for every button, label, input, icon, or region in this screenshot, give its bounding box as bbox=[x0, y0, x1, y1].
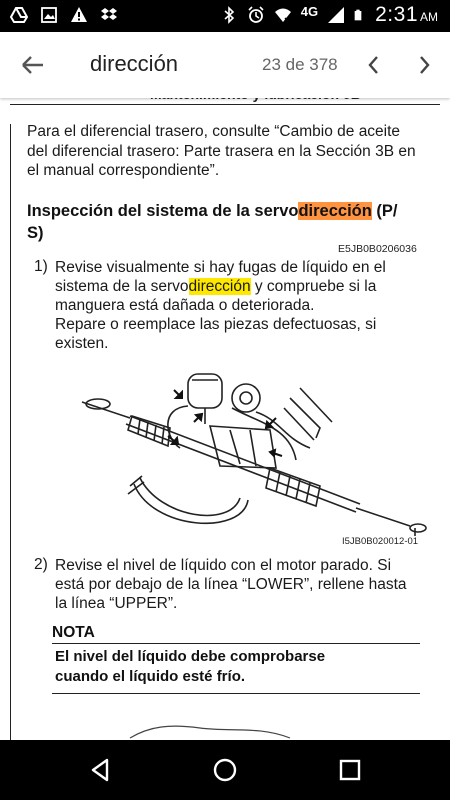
home-circle-icon[interactable] bbox=[210, 755, 240, 785]
step-line: Revise el nivel de líquido con el motor parado. Si bbox=[55, 557, 392, 574]
back-arrow-icon[interactable] bbox=[18, 50, 48, 80]
signal-icon bbox=[327, 6, 345, 24]
step-number: 2) bbox=[34, 556, 48, 573]
bluetooth-icon bbox=[220, 6, 238, 24]
clock: 2:31 bbox=[375, 3, 418, 26]
step-line bbox=[55, 277, 376, 297]
step-text: y compruebe si la bbox=[250, 278, 377, 295]
note-rule-top bbox=[52, 643, 420, 644]
heading-text: (P/ bbox=[371, 202, 398, 220]
find-in-document-bar bbox=[0, 32, 450, 98]
step-line: la línea “UPPER”. bbox=[55, 595, 178, 612]
step-line: está por debajo de la línea “LOWER”, rellene hasta bbox=[55, 576, 407, 593]
section-code: E5JB0B0206036 bbox=[338, 243, 417, 255]
note-rule-bottom bbox=[52, 693, 420, 694]
step-text: sistema de la servo bbox=[55, 278, 189, 295]
search-match: dirección bbox=[188, 278, 251, 295]
photo-icon bbox=[40, 6, 58, 24]
recents-square-icon[interactable] bbox=[335, 755, 365, 785]
para-line: el manual correspondiente”. bbox=[27, 162, 220, 179]
alert-icon bbox=[70, 6, 88, 24]
header-rule bbox=[10, 104, 440, 105]
section-heading bbox=[27, 201, 397, 222]
step-line: Repare o reemplace las piezas defectuosas, si bbox=[55, 316, 377, 333]
step-number: 1) bbox=[34, 258, 48, 275]
note-line: El nivel del líquido debe comprobarse bbox=[55, 648, 326, 665]
next-match-chevron-icon[interactable] bbox=[412, 52, 436, 78]
steering-rack-diagram bbox=[70, 368, 430, 538]
match-counter: 23 de 378 bbox=[262, 55, 338, 74]
network-type: 4G bbox=[300, 3, 319, 19]
drive-icon bbox=[10, 6, 28, 24]
document-page[interactable] bbox=[0, 98, 450, 740]
heading-text: Inspección del sistema de la servo bbox=[27, 202, 299, 220]
search-query[interactable]: dirección bbox=[90, 51, 179, 76]
margin-line bbox=[10, 124, 11, 744]
note-title: NOTA bbox=[52, 624, 95, 641]
navigation-bar bbox=[0, 740, 450, 800]
note-line: cuando el líquido esté frío. bbox=[55, 668, 246, 685]
next-figure-partial bbox=[110, 718, 310, 740]
previous-match-chevron-icon[interactable] bbox=[362, 52, 386, 78]
section-heading-cont: S) bbox=[27, 224, 44, 242]
alarm-icon bbox=[247, 6, 265, 24]
para-line: del diferencial trasero: Parte trasera en la Sección 3B en bbox=[27, 143, 416, 160]
system-status bbox=[220, 3, 438, 27]
back-triangle-icon[interactable] bbox=[85, 755, 115, 785]
wifi-icon bbox=[274, 6, 292, 24]
para-line: Para el diferencial trasero, consulte “Cambio de aceite bbox=[27, 123, 401, 140]
step-line: Revise visualmente si hay fugas de líquido en el bbox=[55, 259, 386, 276]
notification-icons bbox=[10, 6, 118, 24]
battery-icon bbox=[354, 6, 366, 24]
clock-ampm: AM bbox=[420, 10, 438, 24]
dropbox-icon bbox=[100, 6, 118, 24]
status-bar bbox=[0, 0, 450, 32]
step-line: existen. bbox=[55, 335, 109, 352]
current-search-match: dirección bbox=[298, 202, 372, 220]
step-line: manguera está dañada o deteriorada. bbox=[55, 297, 315, 314]
figure-code: I5JB0B020012-01 bbox=[342, 536, 419, 547]
